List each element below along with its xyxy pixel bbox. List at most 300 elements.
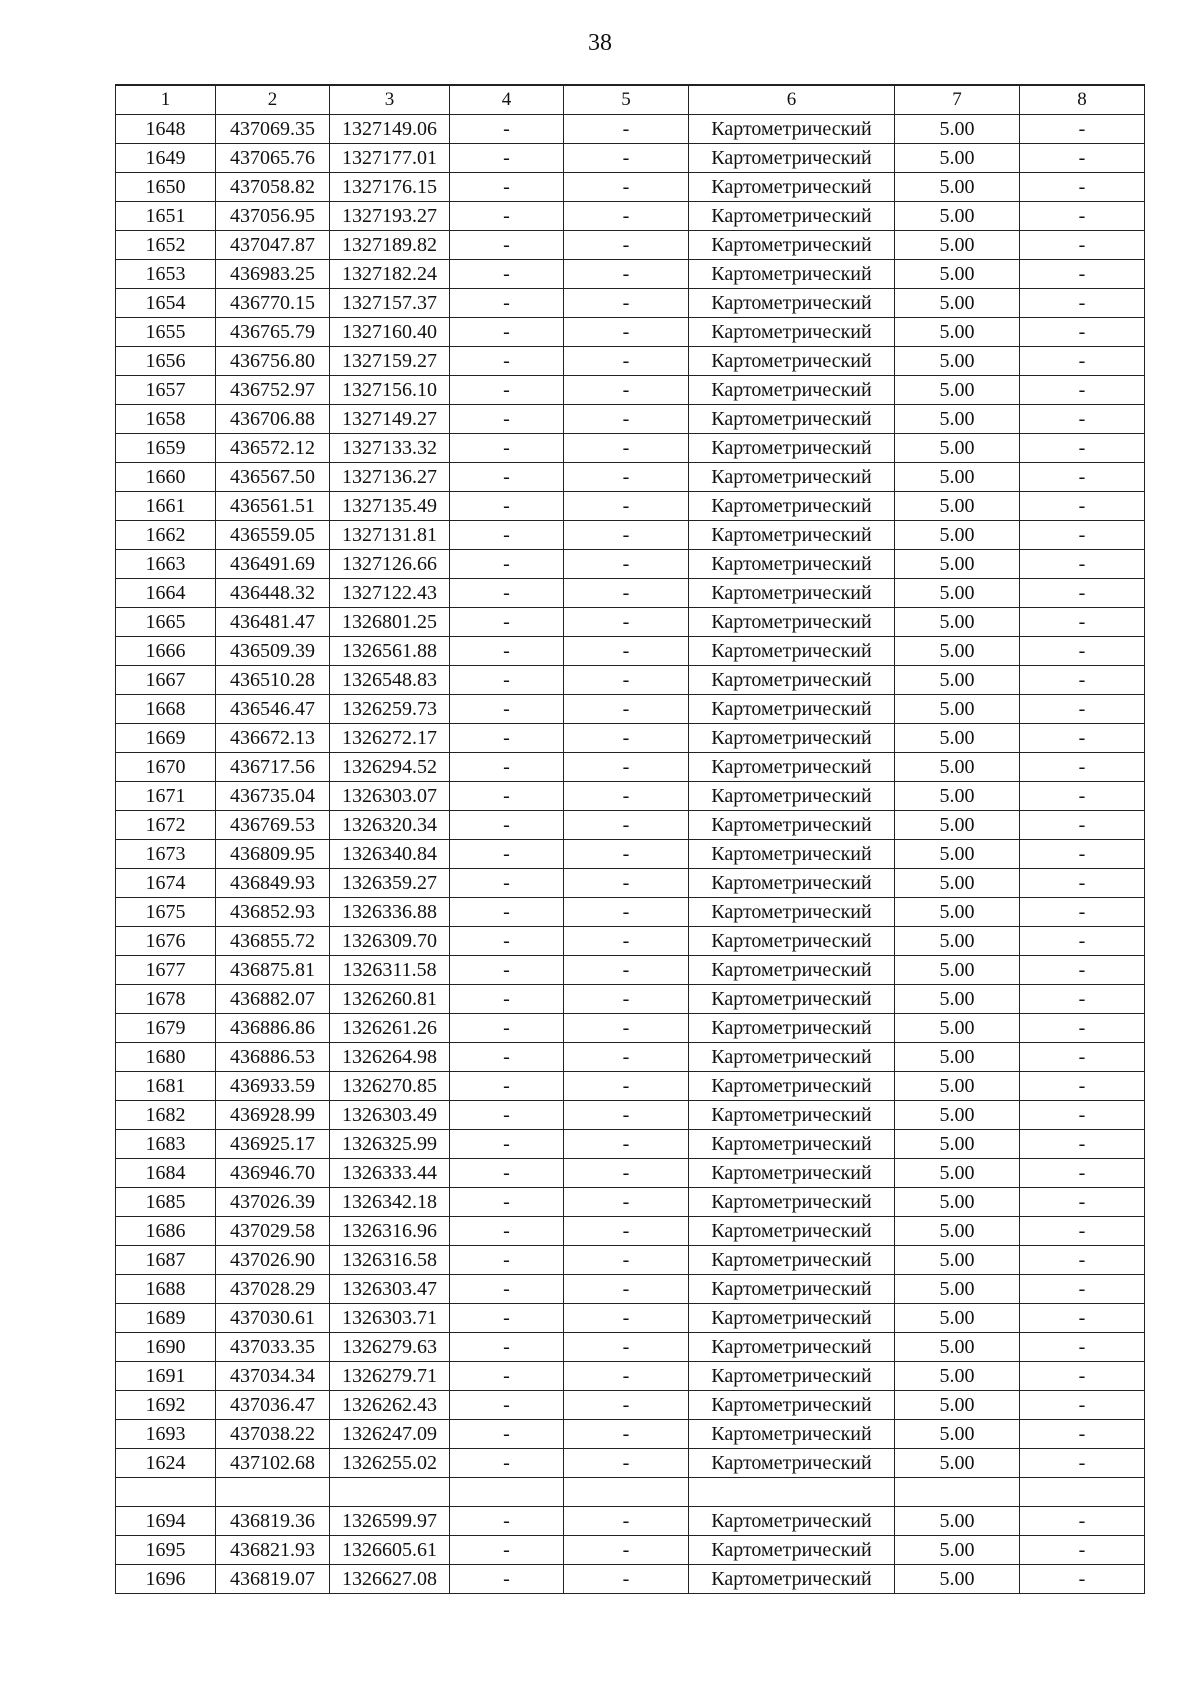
table-cell-col-6: Картометрический [689, 811, 895, 840]
table-cell-col-2: 436561.51 [216, 492, 330, 521]
table-cell-col-8: - [1020, 1391, 1145, 1420]
table-cell-col-4: - [450, 1014, 564, 1043]
table-cell-col-5: - [564, 637, 689, 666]
table-cell-col-7: 5.00 [895, 202, 1020, 231]
table-cell-col-4: - [450, 753, 564, 782]
table-cell-col-2: 436882.07 [216, 985, 330, 1014]
table-cell-col-3: 1326294.52 [330, 753, 450, 782]
table-cell-col-4: - [450, 1565, 564, 1594]
table-cell-col-3: 1327193.27 [330, 202, 450, 231]
table-cell-col-7: 5.00 [895, 1101, 1020, 1130]
table-row [116, 1478, 1145, 1507]
table-cell-col-6 [689, 1478, 895, 1507]
table-cell-col-1: 1674 [116, 869, 216, 898]
table-cell-col-2: 437033.35 [216, 1333, 330, 1362]
table-cell-col-4: - [450, 1159, 564, 1188]
table-cell-col-2: 436769.53 [216, 811, 330, 840]
table-row [116, 956, 1145, 985]
column-header-7: 7 [895, 85, 1020, 115]
table-cell-col-5: - [564, 521, 689, 550]
table-cell-col-2: 436819.36 [216, 1507, 330, 1536]
table-header-row [116, 85, 1145, 115]
table-cell-col-3: 1326627.08 [330, 1565, 450, 1594]
table-cell-col-3: 1326340.84 [330, 840, 450, 869]
table-cell-col-5 [564, 1478, 689, 1507]
table-cell-col-8: - [1020, 1449, 1145, 1478]
table-cell-col-8: - [1020, 1362, 1145, 1391]
table-cell-col-8: - [1020, 1159, 1145, 1188]
table-cell-col-5: - [564, 840, 689, 869]
table-cell-col-7: 5.00 [895, 811, 1020, 840]
table-cell-col-2: 436735.04 [216, 782, 330, 811]
table-cell-col-5: - [564, 260, 689, 289]
table-cell-col-4: - [450, 1072, 564, 1101]
table-cell-col-3: 1327122.43 [330, 579, 450, 608]
table-cell-col-1: 1693 [116, 1420, 216, 1449]
table-cell-col-3: 1326303.71 [330, 1304, 450, 1333]
table-cell-col-5: - [564, 1072, 689, 1101]
table-cell-col-3: 1327189.82 [330, 231, 450, 260]
table-cell-col-2: 436925.17 [216, 1130, 330, 1159]
table-cell-col-7: 5.00 [895, 1130, 1020, 1159]
table-cell-col-7: 5.00 [895, 1246, 1020, 1275]
table-cell-col-2: 437102.68 [216, 1449, 330, 1478]
table-cell-col-1: 1675 [116, 898, 216, 927]
table-cell-col-4: - [450, 811, 564, 840]
table-row [116, 1275, 1145, 1304]
table-cell-col-8: - [1020, 1014, 1145, 1043]
table-cell-col-6: Картометрический [689, 405, 895, 434]
column-header-6: 6 [689, 85, 895, 115]
table-cell-col-5: - [564, 753, 689, 782]
table-row [116, 318, 1145, 347]
table-cell-col-8: - [1020, 1130, 1145, 1159]
table-row [116, 1449, 1145, 1478]
table-cell-col-3: 1326259.73 [330, 695, 450, 724]
table-cell-col-2: 437069.35 [216, 115, 330, 144]
table-cell-col-4: - [450, 463, 564, 492]
table-cell-col-4: - [450, 1304, 564, 1333]
table-cell-col-4: - [450, 434, 564, 463]
table-cell-col-5: - [564, 1449, 689, 1478]
table-cell-col-6: Картометрический [689, 492, 895, 521]
table-cell-col-5: - [564, 463, 689, 492]
table-cell-col-5: - [564, 1159, 689, 1188]
table-cell-col-7: 5.00 [895, 492, 1020, 521]
table-cell-col-5: - [564, 1188, 689, 1217]
table-cell-col-7: 5.00 [895, 260, 1020, 289]
table-cell-col-7: 5.00 [895, 1333, 1020, 1362]
table-cell-col-4: - [450, 695, 564, 724]
table-cell-col-2: 437038.22 [216, 1420, 330, 1449]
table-cell-col-3: 1326261.26 [330, 1014, 450, 1043]
table-cell-col-6: Картометрический [689, 1072, 895, 1101]
table-row [116, 1159, 1145, 1188]
table-cell-col-2: 437034.34 [216, 1362, 330, 1391]
table-cell-col-1: 1687 [116, 1246, 216, 1275]
table-cell-col-3: 1326316.96 [330, 1217, 450, 1246]
table-cell-col-7: 5.00 [895, 463, 1020, 492]
table-cell-col-4: - [450, 927, 564, 956]
table-cell-col-2: 436706.88 [216, 405, 330, 434]
table-cell-col-8: - [1020, 608, 1145, 637]
table-cell-col-6: Картометрический [689, 1188, 895, 1217]
table-cell-col-8: - [1020, 376, 1145, 405]
table-cell-col-7: 5.00 [895, 1275, 1020, 1304]
table-cell-col-5: - [564, 289, 689, 318]
table-cell-col-4: - [450, 347, 564, 376]
table-cell-col-7: 5.00 [895, 753, 1020, 782]
table-cell-col-7: 5.00 [895, 724, 1020, 753]
table-cell-col-8: - [1020, 1304, 1145, 1333]
table-cell-col-4: - [450, 376, 564, 405]
table-cell-col-6: Картометрический [689, 144, 895, 173]
table-cell-col-3: 1327135.49 [330, 492, 450, 521]
table-cell-col-2: 436559.05 [216, 521, 330, 550]
table-cell-col-7: 5.00 [895, 1188, 1020, 1217]
table-cell-col-3: 1327157.37 [330, 289, 450, 318]
table-row [116, 985, 1145, 1014]
table-row [116, 144, 1145, 173]
table-row [116, 1101, 1145, 1130]
table-cell-col-1: 1652 [116, 231, 216, 260]
table-cell-col-4 [450, 1478, 564, 1507]
table-row [116, 637, 1145, 666]
table-cell-col-4: - [450, 1449, 564, 1478]
table-cell-col-5: - [564, 347, 689, 376]
table-cell-col-8: - [1020, 463, 1145, 492]
table-cell-col-7: 5.00 [895, 898, 1020, 927]
table-cell-col-7: 5.00 [895, 347, 1020, 376]
table-cell-col-2: 436756.80 [216, 347, 330, 376]
table-cell-col-4: - [450, 405, 564, 434]
table-cell-col-1: 1658 [116, 405, 216, 434]
table-cell-col-5: - [564, 898, 689, 927]
table-cell-col-4: - [450, 782, 564, 811]
table-cell-col-4: - [450, 1362, 564, 1391]
table-cell-col-6: Картометрический [689, 318, 895, 347]
table-cell-col-5: - [564, 1043, 689, 1072]
table-row [116, 550, 1145, 579]
coordinates-table [115, 84, 1145, 1594]
table-cell-col-8: - [1020, 318, 1145, 347]
table-cell-col-5: - [564, 550, 689, 579]
table-cell-col-7: 5.00 [895, 956, 1020, 985]
table-cell-col-8: - [1020, 811, 1145, 840]
column-header-5: 5 [564, 85, 689, 115]
table-cell-col-5: - [564, 1275, 689, 1304]
table-cell-col-8: - [1020, 753, 1145, 782]
table-cell-col-1: 1668 [116, 695, 216, 724]
table-cell-col-6: Картометрический [689, 840, 895, 869]
table-cell-col-2: 436448.32 [216, 579, 330, 608]
table-cell-col-1: 1648 [116, 115, 216, 144]
table-cell-col-4: - [450, 898, 564, 927]
table-cell-col-6: Картометрический [689, 202, 895, 231]
table-cell-col-6: Картометрический [689, 579, 895, 608]
table-cell-col-2: 436855.72 [216, 927, 330, 956]
table-cell-col-1: 1688 [116, 1275, 216, 1304]
table-cell-col-5: - [564, 434, 689, 463]
table-cell-col-2: 436672.13 [216, 724, 330, 753]
table-cell-col-8: - [1020, 1072, 1145, 1101]
table-cell-col-3: 1327136.27 [330, 463, 450, 492]
table-cell-col-1: 1673 [116, 840, 216, 869]
table-cell-col-2: 437058.82 [216, 173, 330, 202]
table-cell-col-5: - [564, 1391, 689, 1420]
table-cell-col-8: - [1020, 1188, 1145, 1217]
table-cell-col-8: - [1020, 1043, 1145, 1072]
table-cell-col-5: - [564, 1101, 689, 1130]
table-cell-col-6: Картометрический [689, 376, 895, 405]
table-cell-col-8: - [1020, 260, 1145, 289]
table-cell-col-6: Картометрический [689, 1420, 895, 1449]
table-cell-col-4: - [450, 1333, 564, 1362]
table-cell-col-3: 1326272.17 [330, 724, 450, 753]
table-cell-col-6: Картометрический [689, 1362, 895, 1391]
table-cell-col-6: Картометрический [689, 695, 895, 724]
table-cell-col-4: - [450, 550, 564, 579]
table-cell-col-5: - [564, 695, 689, 724]
table-cell-col-7: 5.00 [895, 1420, 1020, 1449]
table-cell-col-4: - [450, 840, 564, 869]
table-cell-col-6: Картометрический [689, 1217, 895, 1246]
table-cell-col-1: 1670 [116, 753, 216, 782]
table-cell-col-8: - [1020, 173, 1145, 202]
table-cell-col-8: - [1020, 550, 1145, 579]
table-cell-col-5: - [564, 724, 689, 753]
table-cell-col-2: 436821.93 [216, 1536, 330, 1565]
table-row [116, 231, 1145, 260]
table-row [116, 376, 1145, 405]
table-cell-col-4: - [450, 869, 564, 898]
table-cell-col-2: 436849.93 [216, 869, 330, 898]
table-cell-col-7: 5.00 [895, 782, 1020, 811]
table-cell-col-4: - [450, 1246, 564, 1275]
table-cell-col-3: 1326255.02 [330, 1449, 450, 1478]
table-cell-col-1: 1657 [116, 376, 216, 405]
table-cell-col-2 [216, 1478, 330, 1507]
table-cell-col-7: 5.00 [895, 666, 1020, 695]
table-row [116, 173, 1145, 202]
table-row [116, 260, 1145, 289]
table-row [116, 1391, 1145, 1420]
table-cell-col-1: 1682 [116, 1101, 216, 1130]
table-cell-col-4: - [450, 1507, 564, 1536]
table-row [116, 1217, 1145, 1246]
table-cell-col-6: Картометрический [689, 1043, 895, 1072]
table-cell-col-8: - [1020, 1536, 1145, 1565]
table-cell-col-6: Картометрический [689, 985, 895, 1014]
table-cell-col-6: Картометрический [689, 463, 895, 492]
table-cell-col-5: - [564, 956, 689, 985]
table-cell-col-5: - [564, 927, 689, 956]
table-cell-col-6: Картометрический [689, 724, 895, 753]
table-cell-col-7: 5.00 [895, 869, 1020, 898]
table-cell-col-1: 1664 [116, 579, 216, 608]
table-cell-col-3: 1326333.44 [330, 1159, 450, 1188]
table-cell-col-3: 1326303.07 [330, 782, 450, 811]
table-cell-col-5: - [564, 144, 689, 173]
table-cell-col-3: 1326247.09 [330, 1420, 450, 1449]
table-cell-col-2: 436819.07 [216, 1565, 330, 1594]
table-cell-col-4: - [450, 637, 564, 666]
table-cell-col-7: 5.00 [895, 144, 1020, 173]
table-cell-col-4: - [450, 1420, 564, 1449]
table-row [116, 1130, 1145, 1159]
table-row [116, 405, 1145, 434]
table-row [116, 1072, 1145, 1101]
table-cell-col-3: 1326325.99 [330, 1130, 450, 1159]
table-cell-col-8: - [1020, 637, 1145, 666]
table-cell-col-3: 1326336.88 [330, 898, 450, 927]
table-cell-col-2: 437028.29 [216, 1275, 330, 1304]
table-row [116, 869, 1145, 898]
table-cell-col-2: 436546.47 [216, 695, 330, 724]
table-cell-col-6: Картометрический [689, 666, 895, 695]
table-cell-col-6: Картометрический [689, 869, 895, 898]
table-cell-col-7: 5.00 [895, 1217, 1020, 1246]
table-cell-col-2: 436809.95 [216, 840, 330, 869]
table-cell-col-5: - [564, 1246, 689, 1275]
table-cell-col-2: 436481.47 [216, 608, 330, 637]
table-cell-col-5: - [564, 115, 689, 144]
table-cell-col-7: 5.00 [895, 521, 1020, 550]
table-cell-col-5: - [564, 1420, 689, 1449]
table-cell-col-3: 1326561.88 [330, 637, 450, 666]
table-cell-col-2: 436510.28 [216, 666, 330, 695]
table-cell-col-3: 1326311.58 [330, 956, 450, 985]
table-row [116, 811, 1145, 840]
table-cell-col-5: - [564, 318, 689, 347]
table-cell-col-1: 1663 [116, 550, 216, 579]
table-cell-col-1: 1681 [116, 1072, 216, 1101]
table-cell-col-2: 437026.39 [216, 1188, 330, 1217]
table-cell-col-4: - [450, 1536, 564, 1565]
column-header-2: 2 [216, 85, 330, 115]
table-cell-col-6: Картометрический [689, 289, 895, 318]
table-cell-col-1: 1667 [116, 666, 216, 695]
table-cell-col-3: 1327159.27 [330, 347, 450, 376]
table-cell-col-4: - [450, 1130, 564, 1159]
table-cell-col-4: - [450, 289, 564, 318]
table-cell-col-1: 1669 [116, 724, 216, 753]
table-cell-col-4: - [450, 231, 564, 260]
table-cell-col-8: - [1020, 695, 1145, 724]
table-cell-col-2: 437065.76 [216, 144, 330, 173]
table-cell-col-1: 1659 [116, 434, 216, 463]
table-row [116, 1188, 1145, 1217]
table-cell-col-2: 437026.90 [216, 1246, 330, 1275]
table-cell-col-7: 5.00 [895, 550, 1020, 579]
table-cell-col-4: - [450, 260, 564, 289]
table-cell-col-1: 1676 [116, 927, 216, 956]
table-cell-col-5: - [564, 1333, 689, 1362]
table-cell-col-3: 1326359.27 [330, 869, 450, 898]
table-cell-col-4: - [450, 521, 564, 550]
table-cell-col-2: 436886.53 [216, 1043, 330, 1072]
table-cell-col-2: 436572.12 [216, 434, 330, 463]
table-cell-col-3: 1326262.43 [330, 1391, 450, 1420]
table-cell-col-6: Картометрический [689, 115, 895, 144]
table-cell-col-2: 436928.99 [216, 1101, 330, 1130]
column-header-1: 1 [116, 85, 216, 115]
table-cell-col-5: - [564, 579, 689, 608]
table-cell-col-6: Картометрический [689, 1536, 895, 1565]
table-row [116, 840, 1145, 869]
table-cell-col-3: 1327177.01 [330, 144, 450, 173]
table-cell-col-8: - [1020, 1565, 1145, 1594]
table-cell-col-2: 436983.25 [216, 260, 330, 289]
table-cell-col-4: - [450, 492, 564, 521]
table-cell-col-4: - [450, 1217, 564, 1246]
table-cell-col-3: 1326270.85 [330, 1072, 450, 1101]
table-cell-col-2: 437047.87 [216, 231, 330, 260]
table-row [116, 782, 1145, 811]
table-cell-col-2: 436946.70 [216, 1159, 330, 1188]
table-cell-col-5: - [564, 782, 689, 811]
table-cell-col-7: 5.00 [895, 1072, 1020, 1101]
table-cell-col-6: Картометрический [689, 782, 895, 811]
table-cell-col-4: - [450, 318, 564, 347]
table-cell-col-6: Картометрический [689, 1159, 895, 1188]
table-cell-col-7 [895, 1478, 1020, 1507]
table-cell-col-5: - [564, 1304, 689, 1333]
table-cell-col-8: - [1020, 579, 1145, 608]
page-number: 38 [588, 30, 612, 56]
table-cell-col-1: 1683 [116, 1130, 216, 1159]
table-cell-col-6: Картометрический [689, 434, 895, 463]
table-cell-col-3: 1326801.25 [330, 608, 450, 637]
table-cell-col-1: 1654 [116, 289, 216, 318]
table-cell-col-3: 1327160.40 [330, 318, 450, 347]
table-cell-col-6: Картометрический [689, 260, 895, 289]
column-header-4: 4 [450, 85, 564, 115]
table-cell-col-1: 1686 [116, 1217, 216, 1246]
table-cell-col-8: - [1020, 405, 1145, 434]
table-cell-col-8: - [1020, 1217, 1145, 1246]
table-cell-col-1: 1661 [116, 492, 216, 521]
table-row [116, 289, 1145, 318]
table-cell-col-2: 436765.79 [216, 318, 330, 347]
table-row [116, 1362, 1145, 1391]
table-cell-col-7: 5.00 [895, 840, 1020, 869]
table-cell-col-7: 5.00 [895, 173, 1020, 202]
table-cell-col-6: Картометрический [689, 1304, 895, 1333]
table-cell-col-3: 1326260.81 [330, 985, 450, 1014]
table-cell-col-4: - [450, 173, 564, 202]
table-cell-col-7: 5.00 [895, 289, 1020, 318]
table-cell-col-2: 436717.56 [216, 753, 330, 782]
table-cell-col-6: Картометрический [689, 956, 895, 985]
table-cell-col-8: - [1020, 289, 1145, 318]
table-row [116, 1304, 1145, 1333]
table-row [116, 521, 1145, 550]
table-cell-col-1: 1665 [116, 608, 216, 637]
table-row [116, 115, 1145, 144]
table-cell-col-7: 5.00 [895, 1362, 1020, 1391]
table-cell-col-2: 436886.86 [216, 1014, 330, 1043]
table-cell-col-6: Картометрический [689, 550, 895, 579]
column-header-3: 3 [330, 85, 450, 115]
table-cell-col-1: 1684 [116, 1159, 216, 1188]
table-cell-col-2: 437056.95 [216, 202, 330, 231]
table-cell-col-4: - [450, 608, 564, 637]
table-cell-col-1: 1690 [116, 1333, 216, 1362]
table-cell-col-1: 1650 [116, 173, 216, 202]
table-cell-col-3: 1326320.34 [330, 811, 450, 840]
table-row [116, 1043, 1145, 1072]
